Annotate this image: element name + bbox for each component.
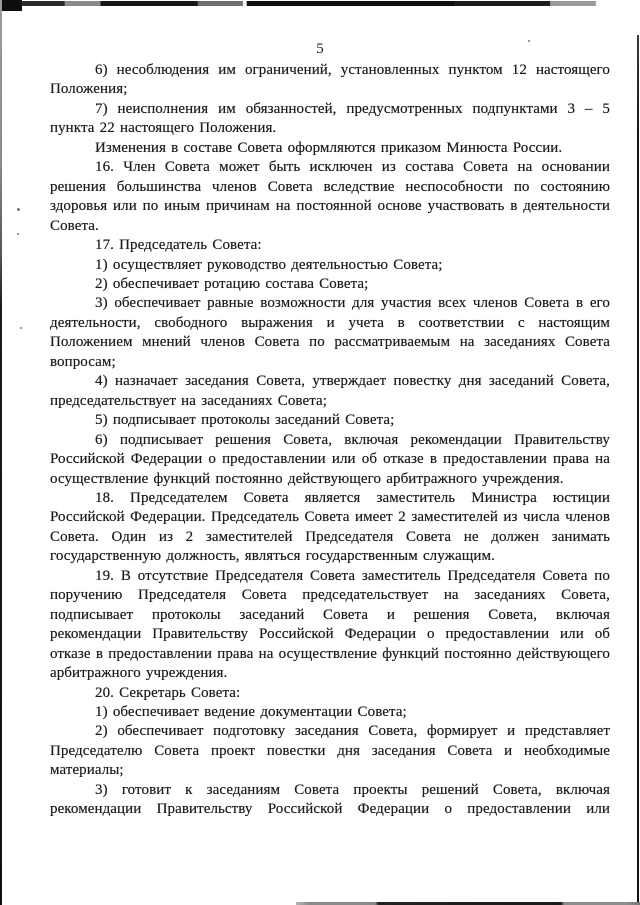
document-body xyxy=(50,61,610,820)
paragraph: 19. В отсутствие Председателя Совета заместитель Председателя Совета по поручению Председателя Совета председательствует на заседаниях Совета, подписывает протоколы заседаний Совета и решения Совета, включая рекомендации Правительству Российской Федерации о предоставлении или об отказе в предоставлении права на осуществление функций постоянно действующего арбитражного учреждения. xyxy=(50,567,610,682)
paragraph: 17. Председатель Совета: xyxy=(95,237,262,254)
paragraph: 7) неисполнения им обязанностей, предусмотренных подпунктами 3 – 5 пункта 22 настоящего Положения. xyxy=(50,100,610,137)
paragraph: 3) готовит к заседаниям Совета проекты решений Совета, включая рекомендации Правительству Российской Федерации о предоставлении или xyxy=(50,781,610,818)
scan-artifact-top-bar xyxy=(0,1,640,6)
scan-speck xyxy=(17,233,19,235)
paragraph: 20. Секретарь Совета: xyxy=(95,684,241,701)
paragraph: 3) обеспечивает равные возможности для участия всех членов Совета в его деятельности, свободного выражения и учета в соответствии с настоящим Положением мнений членов Совета по рассматриваемым на заседаниях Совета вопросам; xyxy=(50,295,610,370)
scan-speck xyxy=(17,208,20,211)
scan-artifact-top-left-block xyxy=(0,0,22,11)
paragraph: 1) осуществляет руководство деятельностью Совета; xyxy=(95,256,443,273)
paragraph: 2) обеспечивает ротацию состава Совета; xyxy=(95,275,369,292)
page-number: 5 xyxy=(316,41,324,57)
scan-artifact-left-edge-line xyxy=(0,0,2,905)
paragraph: 16. Член Совета может быть исключен из состава Совета на основании решения большинства членов Совета вследствие неспособности по состоянию здоровья или по иным причинам на постоянной основе участвовать в деятельности Совета. xyxy=(50,159,610,234)
paragraph: 1) обеспечивает ведение документации Совета; xyxy=(95,703,407,720)
paragraph: 4) назначает заседания Совета, утверждает повестку дня заседаний Совета, председательствует на заседаниях Совета; xyxy=(50,373,610,409)
scan-artifact-right-edge-line xyxy=(637,35,639,905)
paragraph: 5) подписывает протоколы заседаний Совета; xyxy=(95,412,395,429)
paragraph: Изменения в составе Совета оформляются приказом Минюста России. xyxy=(95,139,563,156)
paragraph: 6) подписывает решения Совета, включая рекомендации Правительству Российской Федерации о предоставлении или об отказе в предоставлении права на осуществление функций постоянно действующего арбитражного учреждения. xyxy=(50,431,610,487)
paragraph: 2) обеспечивает подготовку заседания Совета, формирует и представляет Председателю Совета проект повестки дня заседания Совета и необходимые материалы; xyxy=(50,723,610,779)
paragraph: 18. Председателем Совета является заместитель Министра юстиции Российской Федерации. Председатель Совета имеет 2 заместителей из числа членов Совета. Один из 2 заместителей Председателя Совета не должен занимать государственную должность, являться государственным служащим. xyxy=(50,489,610,565)
scan-speck xyxy=(20,327,22,329)
paragraph: 6) несоблюдения им ограничений, установленных пунктом 12 настоящего Положения; xyxy=(50,62,610,98)
